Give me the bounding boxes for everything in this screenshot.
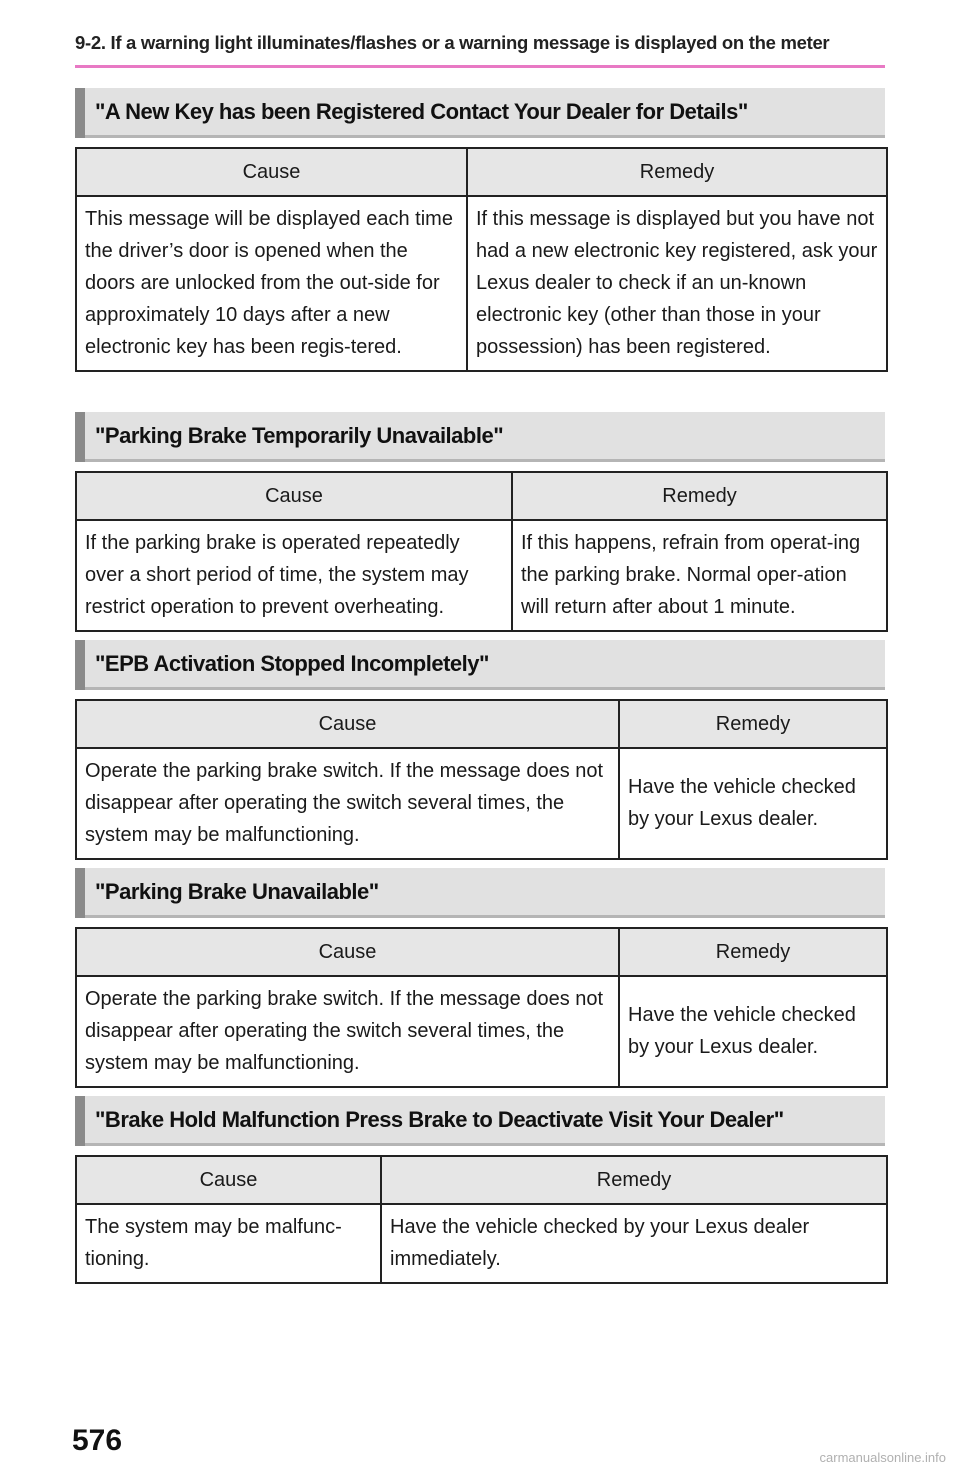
table-header-row [76,472,887,520]
watermark: carmanualsonline.info [819,1450,946,1465]
remedy-cell: If this message is displayed but you have not had a new electronic key registered, ask your Lexus dealer to check if an un-known electronic key (other than those in your possession) has been registered. [467,196,887,371]
table-row [76,520,887,631]
section-title-text: "Parking Brake Temporarily Unavailable" [95,423,504,448]
header-cause: Cause [76,1156,381,1204]
header-cause: Cause [76,928,619,976]
remedy-cell: If this happens, refrain from operat-ing the parking brake. Normal oper-ation will return after about 1 minute. [512,520,887,631]
table-header-row [76,1156,887,1204]
section-title-text: "Brake Hold Malfunction Press Brake to Deactivate Visit Your Dealer" [95,1107,784,1132]
cause-cell: This message will be displayed each time the driver’s door is opened when the doors are unlocked from the out-side for approximately 10 days after a new electronic key has been regis-tered. [76,196,467,371]
table-row [76,748,887,859]
running-header: 9-2. If a warning light illuminates/flashes or a warning message is displayed on the meter [75,32,830,53]
cause-cell: The system may be malfunc-tioning. [76,1204,381,1283]
section-title-parking-brake-temporarily [75,412,885,462]
table-parking-brake-temporarily [75,471,888,632]
table-row [76,1204,887,1283]
cause-cell: Operate the parking brake switch. If the message does not disappear after operating the switch several times, the system may be malfunctioning. [76,748,619,859]
remedy-cell: Have the vehicle checked by your Lexus dealer. [619,976,887,1087]
table-row [76,196,887,371]
header-cause: Cause [76,472,512,520]
header-remedy: Remedy [512,472,887,520]
header-remedy: Remedy [467,148,887,196]
section-title-text: "A New Key has been Registered Contact Your Dealer for Details" [95,99,748,124]
cause-cell: If the parking brake is operated repeatedly over a short period of time, the system may restrict operation to prevent overheating. [76,520,512,631]
remedy-cell: Have the vehicle checked by your Lexus dealer. [619,748,887,859]
section-title-text: "EPB Activation Stopped Incompletely" [95,651,489,676]
table-header-row [76,148,887,196]
table-brake-hold-malfunction [75,1155,888,1284]
table-header-row [76,928,887,976]
table-row [76,976,887,1087]
header-remedy: Remedy [619,928,887,976]
page-number: 576 [72,1424,123,1457]
header-remedy: Remedy [619,700,887,748]
section-title-new-key [75,88,885,138]
table-header-row [76,700,887,748]
section-title-brake-hold-malfunction [75,1096,885,1146]
header-cause: Cause [76,700,619,748]
table-epb-activation [75,699,888,860]
header-remedy: Remedy [381,1156,887,1204]
table-parking-brake-unavailable [75,927,888,1088]
section-title-text: "Parking Brake Unavailable" [95,879,379,904]
remedy-cell: Have the vehicle checked by your Lexus dealer immediately. [381,1204,887,1283]
header-rule [75,65,885,68]
header-cause: Cause [76,148,467,196]
section-title-parking-brake-unavailable [75,868,885,918]
section-title-epb-activation [75,640,885,690]
cause-cell: Operate the parking brake switch. If the message does not disappear after operating the switch several times, the system may be malfunctioning. [76,976,619,1087]
table-new-key [75,147,888,372]
